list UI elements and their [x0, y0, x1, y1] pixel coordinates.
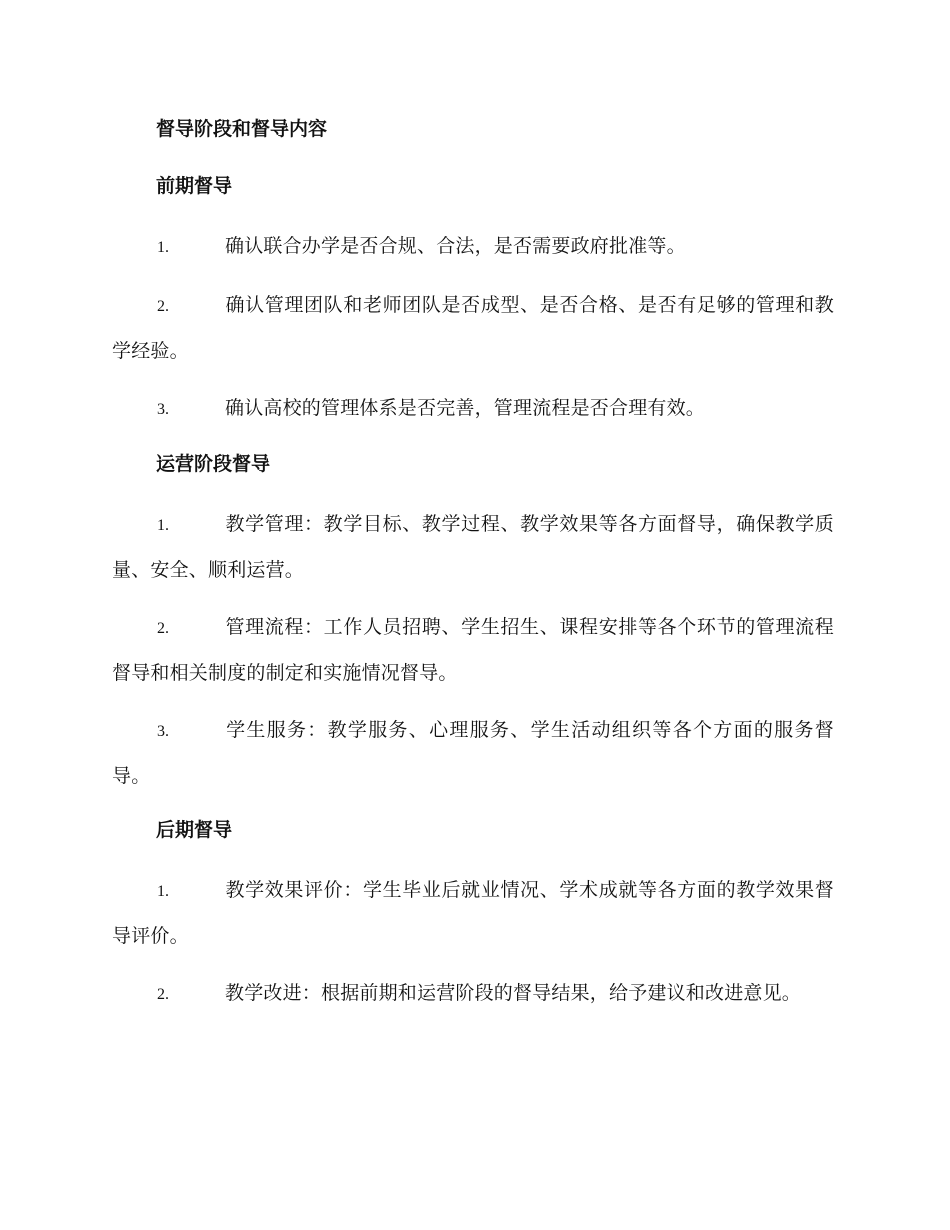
list-item [112, 971, 834, 1017]
item-text: 教学效果评价：学生毕业后就业情况、学术成就等各方面的教学效果督导评价。 [112, 879, 834, 947]
item-number: 2. [157, 620, 169, 637]
item-number: 3. [157, 723, 169, 740]
list-item [112, 708, 834, 798]
list-item [112, 605, 834, 695]
document-title: 督导阶段和督导内容 [156, 118, 328, 140]
item-text: 确认高校的管理体系是否完善，管理流程是否合理有效。 [225, 397, 706, 419]
document-page [112, 110, 834, 1030]
section-heading-early: 前期督导 [156, 175, 233, 197]
section-heading-operation: 运营阶段督导 [156, 453, 271, 475]
item-text: 教学管理：教学目标、教学过程、教学效果等各方面督导，确保教学质量、安全、顺利运营。 [112, 513, 834, 581]
item-number: 2. [157, 986, 169, 1003]
item-number: 2. [157, 298, 169, 315]
list-item [112, 283, 834, 373]
item-number: 1. [157, 239, 169, 256]
item-text: 确认联合办学是否合规、合法，是否需要政府批准等。 [225, 235, 686, 257]
item-text: 教学改进：根据前期和运营阶段的督导结果，给予建议和改进意见。 [225, 982, 802, 1004]
list-item [112, 386, 834, 432]
list-item [112, 502, 834, 592]
item-text: 管理流程：工作人员招聘、学生招生、课程安排等各个环节的管理流程督导和相关制度的制定和实施情况督导。 [112, 616, 834, 684]
list-item [112, 224, 834, 270]
list-item [112, 868, 834, 958]
item-number: 3. [157, 401, 169, 418]
item-text: 学生服务：教学服务、心理服务、学生活动组织等各个方面的服务督导。 [112, 719, 834, 787]
item-text: 确认管理团队和老师团队是否成型、是否合格、是否有足够的管理和教学经验。 [112, 294, 834, 362]
item-number: 1. [157, 517, 169, 534]
item-number: 1. [157, 883, 169, 900]
section-heading-late: 后期督导 [156, 819, 233, 841]
